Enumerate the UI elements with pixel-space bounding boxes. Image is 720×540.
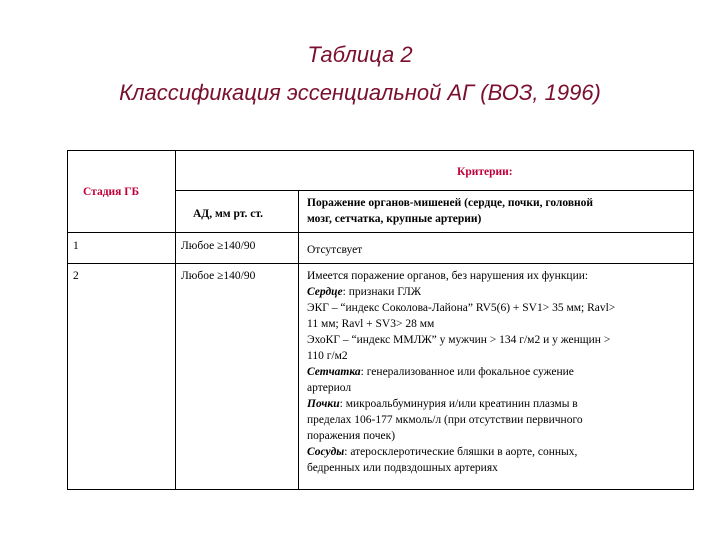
row2-bp: Любое ≥140/90 [181,270,256,282]
row2-criteria: Имеется поражение органов, без нарушения их функции: Сердце: признаки ГЛЖ ЭКГ – “индекс Соколова-Лайона” RV5(6) + SV1> 35 мм; Ravl> 11 мм; Ravl + SV3> 28 мм ЭхоКГ – “индекс ММЛЖ” у мужчин > 134 г/м2 и у женщин > 110 г/м2 Сетчатка: генерализованное или фокальное сужение артериол Почки: микроальбуминурия и/или креатинин плазмы в пределах 106-177 мкмоль/л (при отсутствии первичного поражения почек) Сосуды: атеросклеротические бляшки в аорте, сонных, бедренных или подвздошных артериях [307,268,691,476]
border-top [67,150,694,151]
header-bp: АД, мм рт. ст. [193,208,264,220]
header-stage: Стадия ГБ [83,186,140,198]
row1-bp: Любое ≥140/90 [181,240,256,252]
kidney-line: Почки: микроальбуминурия и/или креатинин плазмы в [307,398,578,410]
divider-col1 [175,150,176,490]
table-number: Таблица 2 [307,42,413,67]
row1-criteria: Отсутсвует [307,244,363,256]
retina-line: Сетчатка: генерализованное или фокальное сужение [307,366,574,378]
border-bottom [67,489,694,490]
border-right [693,150,694,490]
header-organs: Поражение органов-мишеней (сердце, почки, головной мозг, сетчатка, крупные артерии) [307,197,594,225]
row2-stage: 2 [73,270,79,282]
classification-table [67,150,694,490]
vessels-line: Сосуды: атеросклеротические бляшки в аорте, сонных, [307,446,578,458]
row1-stage: 1 [73,240,79,252]
heart-line: Сердце: признаки ГЛЖ [307,286,422,298]
table-caption: Классификация эссенциальной АГ (ВОЗ, 1996) [119,80,601,105]
divider-criteria [176,190,694,191]
divider-row1 [67,263,694,264]
header-criteria: Критерии: [457,166,513,178]
divider-col2 [298,190,299,490]
border-left [67,150,68,490]
divider-header [67,232,694,233]
